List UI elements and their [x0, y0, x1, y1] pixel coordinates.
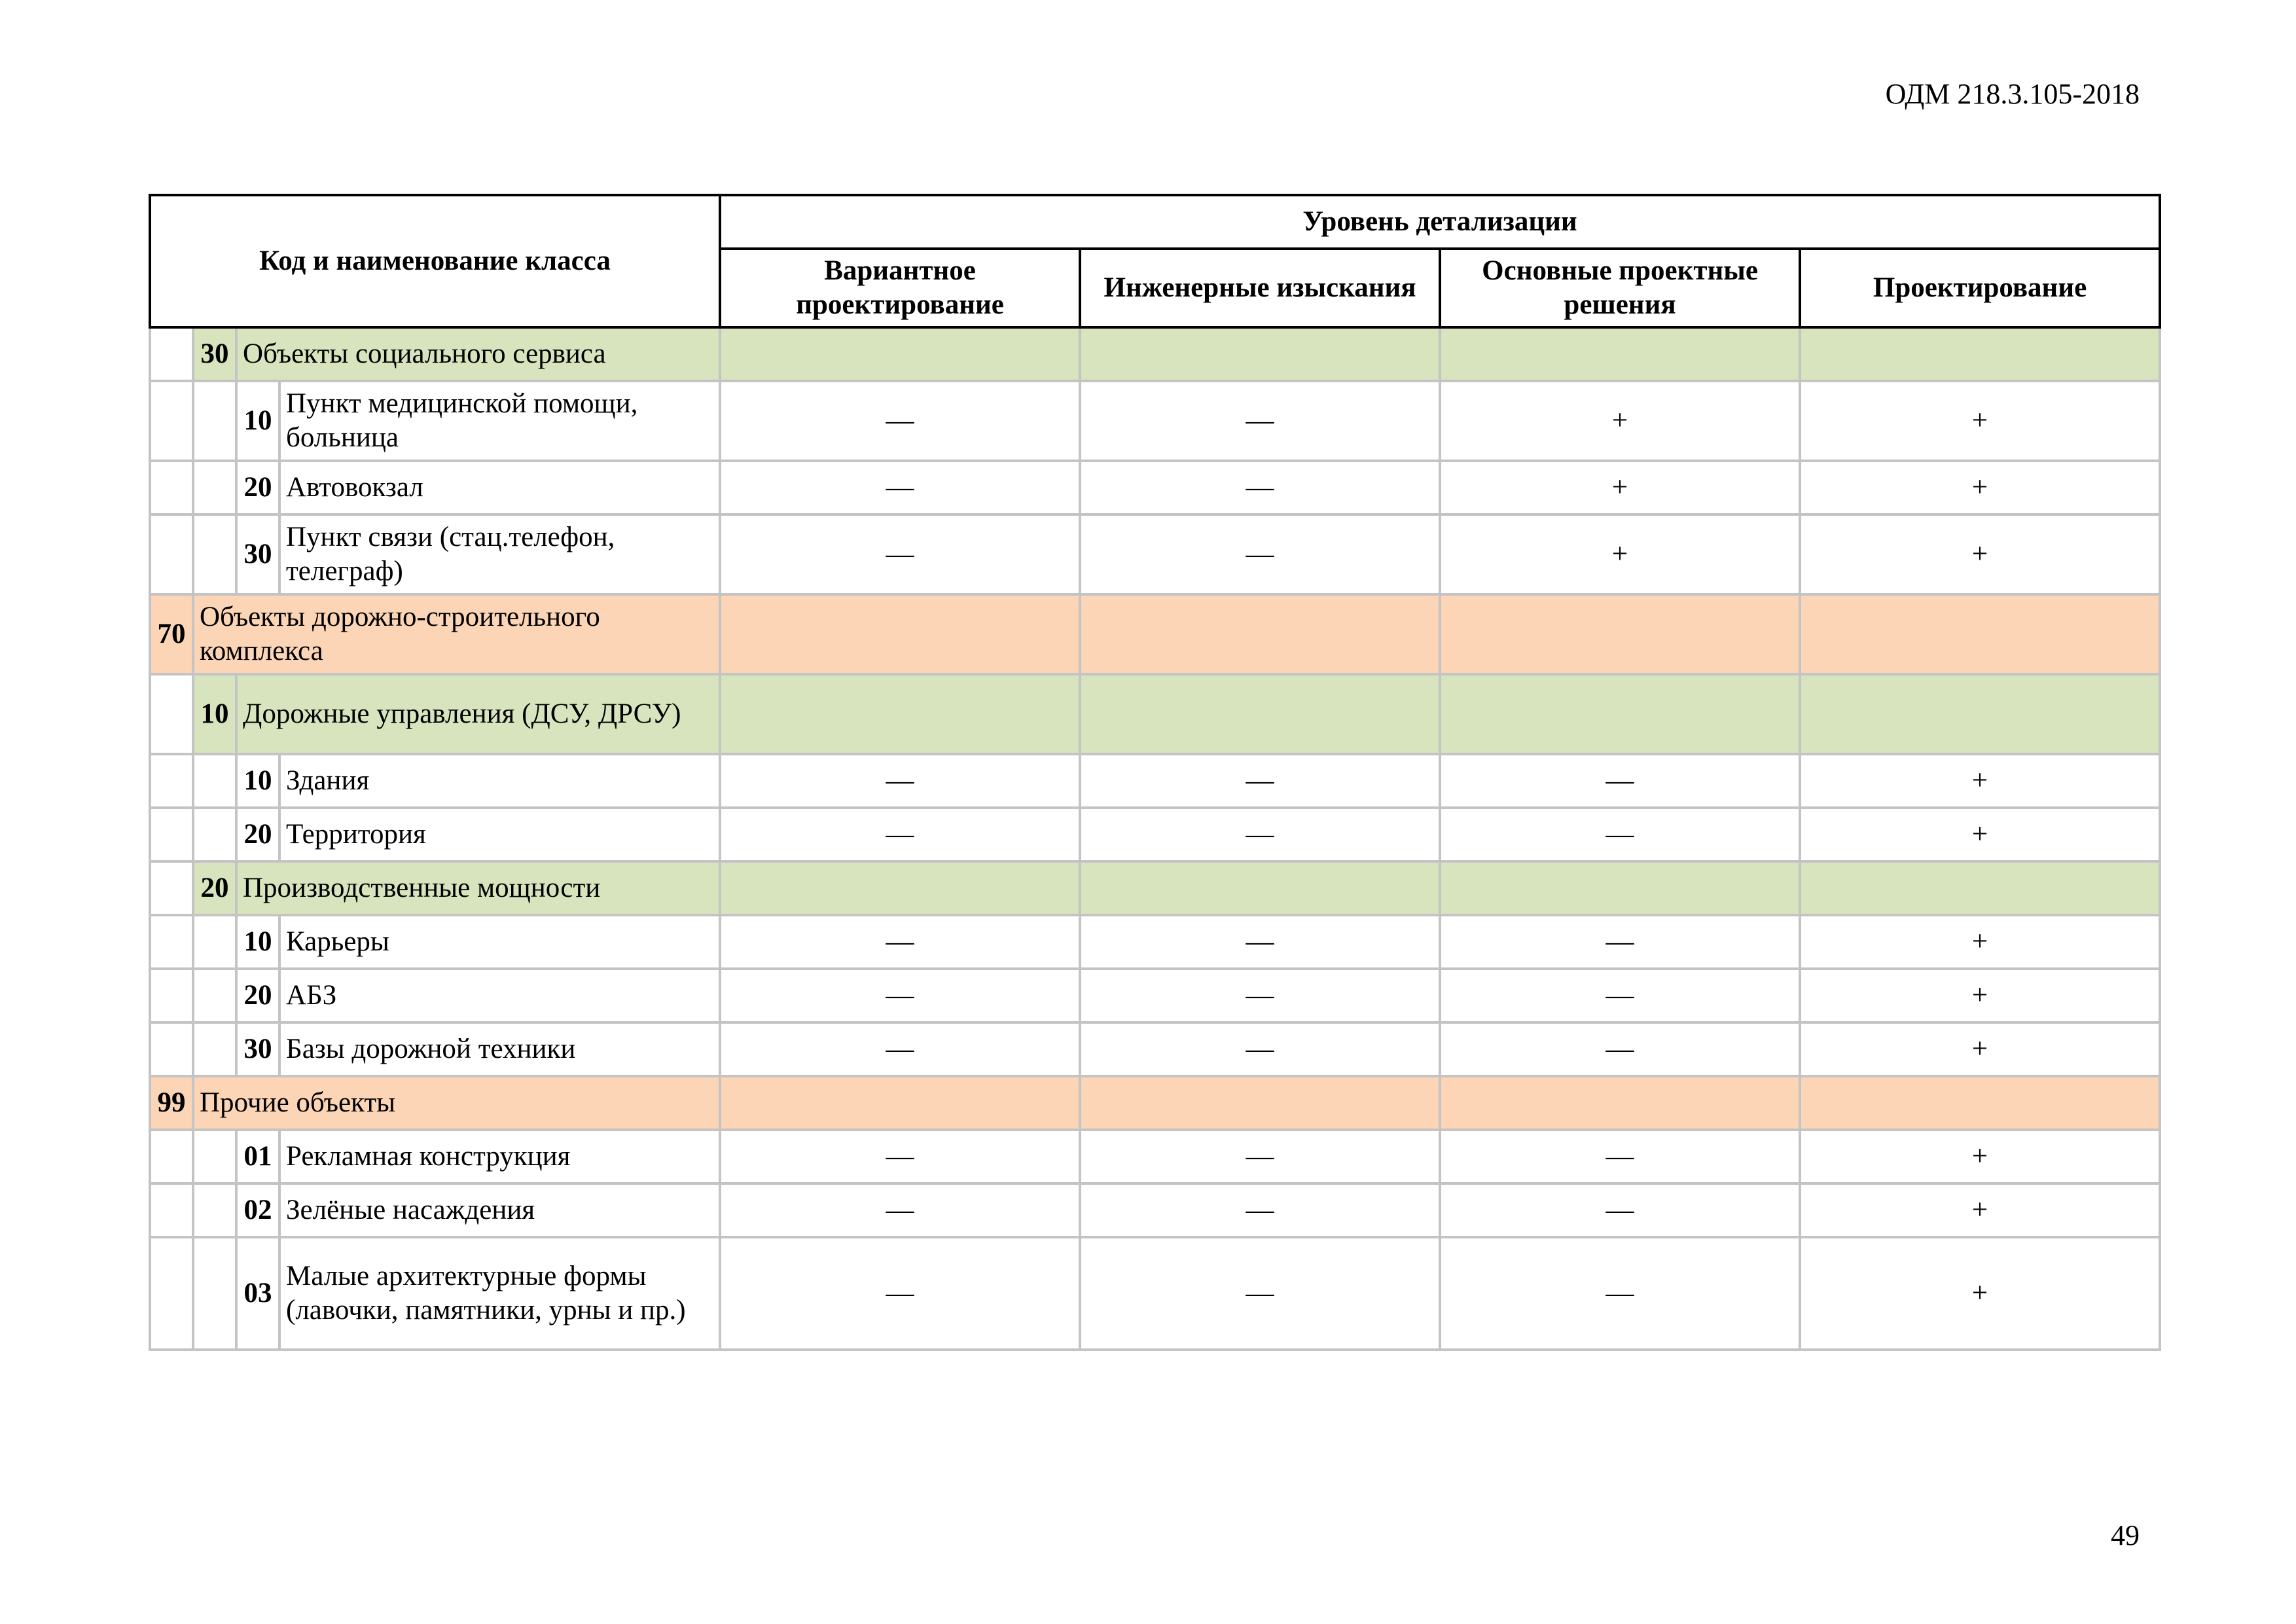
class-code: 20	[236, 808, 279, 861]
value-surveys: —	[1080, 754, 1440, 808]
value-variant: —	[720, 461, 1080, 514]
indent-cell	[193, 1022, 236, 1076]
value-surveys: —	[1080, 461, 1440, 514]
class-name: Зелёные насаждения	[279, 1183, 720, 1237]
indent-cell	[193, 1237, 236, 1350]
class-name: Пункт медицинской помощи, больница	[279, 381, 720, 461]
indent-cell	[150, 754, 193, 808]
class-code: 03	[236, 1237, 279, 1350]
value-design	[1800, 594, 2160, 674]
value-surveys: —	[1080, 1237, 1440, 1350]
class-name: Прочие объекты	[193, 1076, 720, 1130]
table-row	[150, 1076, 2160, 1130]
value-design: +	[1800, 1022, 2160, 1076]
class-name: Объекты дорожно-строительного комплекса	[193, 594, 720, 674]
value-surveys	[1080, 1076, 1440, 1130]
indent-cell	[193, 915, 236, 969]
value-surveys: —	[1080, 381, 1440, 461]
class-code: 20	[193, 861, 236, 915]
class-name: Рекламная конструкция	[279, 1130, 720, 1183]
value-variant: —	[720, 1237, 1080, 1350]
level-header-main-solutions: Основные проектные решения	[1440, 249, 1800, 327]
class-code: 10	[193, 674, 236, 754]
class-code: 30	[236, 514, 279, 594]
indent-cell	[150, 674, 193, 754]
value-surveys	[1080, 594, 1440, 674]
table-row	[150, 1130, 2160, 1183]
class-name: Территория	[279, 808, 720, 861]
class-code: 02	[236, 1183, 279, 1237]
value-design	[1800, 327, 2160, 381]
indent-cell	[193, 754, 236, 808]
class-name: Здания	[279, 754, 720, 808]
class-name: Дорожные управления (ДСУ, ДРСУ)	[236, 674, 720, 754]
value-main-solutions: —	[1440, 969, 1800, 1022]
indent-cell	[150, 1130, 193, 1183]
indent-cell	[150, 514, 193, 594]
table-row	[150, 754, 2160, 808]
indent-cell	[150, 861, 193, 915]
class-name: Автовокзал	[279, 461, 720, 514]
level-header-surveys: Инженерные изыскания	[1080, 249, 1440, 327]
value-variant: —	[720, 1130, 1080, 1183]
indent-cell	[150, 808, 193, 861]
value-design: +	[1800, 915, 2160, 969]
class-code: 99	[150, 1076, 193, 1130]
indent-cell	[150, 327, 193, 381]
table-row	[150, 1183, 2160, 1237]
value-design	[1800, 1076, 2160, 1130]
value-design: +	[1800, 461, 2160, 514]
table-row	[150, 594, 2160, 674]
table-body	[150, 327, 2160, 1350]
indent-cell	[193, 461, 236, 514]
value-main-solutions: —	[1440, 915, 1800, 969]
class-code: 20	[236, 461, 279, 514]
table-row	[150, 1022, 2160, 1076]
value-variant: —	[720, 969, 1080, 1022]
indent-cell	[150, 461, 193, 514]
indent-cell	[193, 514, 236, 594]
class-name: Производственные мощности	[236, 861, 720, 915]
value-variant: —	[720, 514, 1080, 594]
value-design: +	[1800, 381, 2160, 461]
table-row	[150, 969, 2160, 1022]
value-main-solutions: —	[1440, 1237, 1800, 1350]
classification-table	[149, 194, 2161, 1351]
value-variant: —	[720, 915, 1080, 969]
table-row	[150, 808, 2160, 861]
class-name: Пункт связи (стац.телефон, телеграф)	[279, 514, 720, 594]
value-main-solutions	[1440, 861, 1800, 915]
value-main-solutions	[1440, 1076, 1800, 1130]
class-code: 10	[236, 754, 279, 808]
indent-cell	[193, 969, 236, 1022]
value-main-solutions	[1440, 327, 1800, 381]
value-design: +	[1800, 514, 2160, 594]
class-name: Карьеры	[279, 915, 720, 969]
value-main-solutions	[1440, 594, 1800, 674]
indent-cell	[150, 1237, 193, 1350]
class-name: АБЗ	[279, 969, 720, 1022]
level-header-variant: Вариантное проектирование	[720, 249, 1080, 327]
class-code: 20	[236, 969, 279, 1022]
value-variant	[720, 1076, 1080, 1130]
class-name: Малые архитектурные формы (лавочки, памятники, урны и пр.)	[279, 1237, 720, 1350]
table-row	[150, 381, 2160, 461]
class-code: 01	[236, 1130, 279, 1183]
value-main-solutions: —	[1440, 1130, 1800, 1183]
indent-cell	[150, 969, 193, 1022]
value-surveys: —	[1080, 514, 1440, 594]
value-design: +	[1800, 1130, 2160, 1183]
value-surveys	[1080, 861, 1440, 915]
value-surveys: —	[1080, 915, 1440, 969]
page-number: 49	[2111, 1519, 2140, 1551]
value-main-solutions: —	[1440, 1022, 1800, 1076]
indent-cell	[150, 1183, 193, 1237]
indent-cell	[150, 1022, 193, 1076]
table-header	[150, 195, 2160, 327]
table-row	[150, 861, 2160, 915]
table-row	[150, 327, 2160, 381]
indent-cell	[193, 808, 236, 861]
class-code: 10	[236, 915, 279, 969]
value-design	[1800, 674, 2160, 754]
value-design	[1800, 861, 2160, 915]
value-variant	[720, 594, 1080, 674]
table-row	[150, 514, 2160, 594]
level-header-design: Проектирование	[1800, 249, 2160, 327]
value-main-solutions: —	[1440, 754, 1800, 808]
value-variant	[720, 674, 1080, 754]
value-main-solutions	[1440, 674, 1800, 754]
value-surveys	[1080, 327, 1440, 381]
value-surveys: —	[1080, 1130, 1440, 1183]
indent-cell	[150, 915, 193, 969]
value-surveys: —	[1080, 1022, 1440, 1076]
class-code: 70	[150, 594, 193, 674]
value-variant	[720, 861, 1080, 915]
value-variant: —	[720, 754, 1080, 808]
class-name: Базы дорожной техники	[279, 1022, 720, 1076]
value-design: +	[1800, 969, 2160, 1022]
value-design: +	[1800, 1183, 2160, 1237]
value-surveys	[1080, 674, 1440, 754]
value-design: +	[1800, 1237, 2160, 1350]
class-column-header: Код и наименование класса	[150, 195, 720, 327]
value-surveys: —	[1080, 808, 1440, 861]
table-row	[150, 915, 2160, 969]
value-main-solutions: —	[1440, 1183, 1800, 1237]
value-variant: —	[720, 1022, 1080, 1076]
value-main-solutions: +	[1440, 381, 1800, 461]
value-variant: —	[720, 1183, 1080, 1237]
value-variant: —	[720, 381, 1080, 461]
value-surveys: —	[1080, 969, 1440, 1022]
value-main-solutions: —	[1440, 808, 1800, 861]
value-design: +	[1800, 754, 2160, 808]
class-code: 30	[236, 1022, 279, 1076]
value-design: +	[1800, 808, 2160, 861]
value-variant: —	[720, 808, 1080, 861]
indent-cell	[193, 381, 236, 461]
value-main-solutions: +	[1440, 514, 1800, 594]
value-main-solutions: +	[1440, 461, 1800, 514]
class-name: Объекты социального сервиса	[236, 327, 720, 381]
indent-cell	[150, 381, 193, 461]
table-row	[150, 674, 2160, 754]
value-variant	[720, 327, 1080, 381]
class-code: 10	[236, 381, 279, 461]
indent-cell	[193, 1183, 236, 1237]
value-surveys: —	[1080, 1183, 1440, 1237]
table-row	[150, 461, 2160, 514]
indent-cell	[193, 1130, 236, 1183]
table-row	[150, 1237, 2160, 1350]
detail-level-header: Уровень детализации	[720, 195, 2160, 249]
class-code: 30	[193, 327, 236, 381]
document-code: ОДМ 218.3.105-2018	[1885, 78, 2140, 110]
